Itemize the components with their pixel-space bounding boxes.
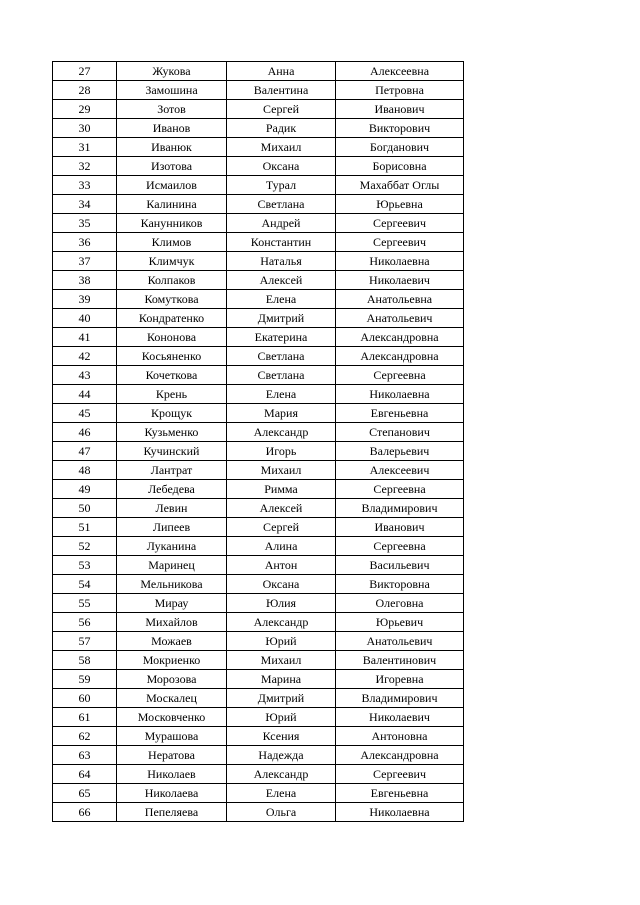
row-number-cell: 45	[53, 404, 117, 423]
row-number-cell: 59	[53, 670, 117, 689]
first-name-cell: Светлана	[227, 366, 336, 385]
first-name-cell: Алексей	[227, 271, 336, 290]
patronymic-cell: Евгеньевна	[336, 784, 464, 803]
patronymic-cell: Степанович	[336, 423, 464, 442]
last-name-cell: Иванов	[117, 119, 227, 138]
last-name-cell: Жукова	[117, 62, 227, 81]
first-name-cell: Дмитрий	[227, 689, 336, 708]
row-number-cell: 56	[53, 613, 117, 632]
first-name-cell: Елена	[227, 290, 336, 309]
table-row	[53, 138, 464, 157]
first-name-cell: Наталья	[227, 252, 336, 271]
first-name-cell: Михаил	[227, 138, 336, 157]
patronymic-cell: Махаббат Оглы	[336, 176, 464, 195]
first-name-cell: Елена	[227, 784, 336, 803]
first-name-cell: Дмитрий	[227, 309, 336, 328]
table-row	[53, 385, 464, 404]
row-number-cell: 52	[53, 537, 117, 556]
table-row	[53, 404, 464, 423]
row-number-cell: 58	[53, 651, 117, 670]
patronymic-cell: Николаевна	[336, 252, 464, 271]
table-row	[53, 328, 464, 347]
table-row	[53, 309, 464, 328]
first-name-cell: Алексей	[227, 499, 336, 518]
table-row	[53, 556, 464, 575]
last-name-cell: Иванюк	[117, 138, 227, 157]
patronymic-cell: Николаевич	[336, 271, 464, 290]
first-name-cell: Радик	[227, 119, 336, 138]
last-name-cell: Мурашова	[117, 727, 227, 746]
table-row	[53, 81, 464, 100]
table-row	[53, 727, 464, 746]
row-number-cell: 46	[53, 423, 117, 442]
patronymic-cell: Сергеевич	[336, 233, 464, 252]
table-row	[53, 119, 464, 138]
first-name-cell: Михаил	[227, 651, 336, 670]
last-name-cell: Лебедева	[117, 480, 227, 499]
last-name-cell: Нератова	[117, 746, 227, 765]
last-name-cell: Климчук	[117, 252, 227, 271]
patronymic-cell: Викторович	[336, 119, 464, 138]
first-name-cell: Сергей	[227, 100, 336, 119]
table-row	[53, 176, 464, 195]
patronymic-cell: Евгеньевна	[336, 404, 464, 423]
first-name-cell: Светлана	[227, 195, 336, 214]
first-name-cell: Игорь	[227, 442, 336, 461]
row-number-cell: 32	[53, 157, 117, 176]
first-name-cell: Сергей	[227, 518, 336, 537]
patronymic-cell: Сергеевич	[336, 214, 464, 233]
roster-body	[53, 62, 464, 822]
first-name-cell: Елена	[227, 385, 336, 404]
table-row	[53, 480, 464, 499]
last-name-cell: Мирау	[117, 594, 227, 613]
first-name-cell: Оксана	[227, 575, 336, 594]
patronymic-cell: Сергеевич	[336, 765, 464, 784]
row-number-cell: 51	[53, 518, 117, 537]
last-name-cell: Луканина	[117, 537, 227, 556]
last-name-cell: Комуткова	[117, 290, 227, 309]
table-row	[53, 613, 464, 632]
patronymic-cell: Сергеевна	[336, 366, 464, 385]
table-row	[53, 423, 464, 442]
table-row	[53, 290, 464, 309]
last-name-cell: Морозова	[117, 670, 227, 689]
row-number-cell: 54	[53, 575, 117, 594]
row-number-cell: 39	[53, 290, 117, 309]
row-number-cell: 27	[53, 62, 117, 81]
patronymic-cell: Игоревна	[336, 670, 464, 689]
last-name-cell: Крощук	[117, 404, 227, 423]
row-number-cell: 50	[53, 499, 117, 518]
patronymic-cell: Иванович	[336, 518, 464, 537]
row-number-cell: 35	[53, 214, 117, 233]
last-name-cell: Мельникова	[117, 575, 227, 594]
table-row	[53, 62, 464, 81]
first-name-cell: Анна	[227, 62, 336, 81]
patronymic-cell: Владимирович	[336, 689, 464, 708]
last-name-cell: Кононова	[117, 328, 227, 347]
last-name-cell: Косьяненко	[117, 347, 227, 366]
row-number-cell: 43	[53, 366, 117, 385]
last-name-cell: Левин	[117, 499, 227, 518]
table-row	[53, 651, 464, 670]
last-name-cell: Пепеляева	[117, 803, 227, 822]
table-row	[53, 461, 464, 480]
first-name-cell: Турал	[227, 176, 336, 195]
last-name-cell: Крень	[117, 385, 227, 404]
patronymic-cell: Сергеевна	[336, 480, 464, 499]
patronymic-cell: Валерьевич	[336, 442, 464, 461]
first-name-cell: Ольга	[227, 803, 336, 822]
table-row	[53, 347, 464, 366]
patronymic-cell: Анатольевич	[336, 632, 464, 651]
first-name-cell: Оксана	[227, 157, 336, 176]
patronymic-cell: Александровна	[336, 746, 464, 765]
last-name-cell: Николаева	[117, 784, 227, 803]
last-name-cell: Кочеткова	[117, 366, 227, 385]
row-number-cell: 34	[53, 195, 117, 214]
patronymic-cell: Алексеевна	[336, 62, 464, 81]
last-name-cell: Мокриенко	[117, 651, 227, 670]
table-row	[53, 784, 464, 803]
last-name-cell: Канунников	[117, 214, 227, 233]
last-name-cell: Климов	[117, 233, 227, 252]
table-row	[53, 271, 464, 290]
table-row	[53, 746, 464, 765]
first-name-cell: Екатерина	[227, 328, 336, 347]
patronymic-cell: Владимирович	[336, 499, 464, 518]
patronymic-cell: Сергеевна	[336, 537, 464, 556]
patronymic-cell: Анатольевич	[336, 309, 464, 328]
row-number-cell: 64	[53, 765, 117, 784]
row-number-cell: 37	[53, 252, 117, 271]
patronymic-cell: Валентинович	[336, 651, 464, 670]
row-number-cell: 66	[53, 803, 117, 822]
row-number-cell: 53	[53, 556, 117, 575]
row-number-cell: 28	[53, 81, 117, 100]
patronymic-cell: Богданович	[336, 138, 464, 157]
row-number-cell: 44	[53, 385, 117, 404]
row-number-cell: 62	[53, 727, 117, 746]
patronymic-cell: Борисовна	[336, 157, 464, 176]
first-name-cell: Надежда	[227, 746, 336, 765]
last-name-cell: Московченко	[117, 708, 227, 727]
last-name-cell: Кондратенко	[117, 309, 227, 328]
table-row	[53, 803, 464, 822]
first-name-cell: Александр	[227, 613, 336, 632]
last-name-cell: Исмаилов	[117, 176, 227, 195]
patronymic-cell: Юрьевич	[336, 613, 464, 632]
first-name-cell: Алина	[227, 537, 336, 556]
row-number-cell: 36	[53, 233, 117, 252]
patronymic-cell: Николаевна	[336, 385, 464, 404]
last-name-cell: Колпаков	[117, 271, 227, 290]
last-name-cell: Кучинский	[117, 442, 227, 461]
patronymic-cell: Иванович	[336, 100, 464, 119]
row-number-cell: 30	[53, 119, 117, 138]
first-name-cell: Светлана	[227, 347, 336, 366]
row-number-cell: 55	[53, 594, 117, 613]
table-row	[53, 594, 464, 613]
first-name-cell: Михаил	[227, 461, 336, 480]
row-number-cell: 41	[53, 328, 117, 347]
patronymic-cell: Викторовна	[336, 575, 464, 594]
first-name-cell: Ксения	[227, 727, 336, 746]
first-name-cell: Андрей	[227, 214, 336, 233]
patronymic-cell: Антоновна	[336, 727, 464, 746]
last-name-cell: Липеев	[117, 518, 227, 537]
first-name-cell: Марина	[227, 670, 336, 689]
patronymic-cell: Юрьевна	[336, 195, 464, 214]
patronymic-cell: Анатольевна	[336, 290, 464, 309]
last-name-cell: Кузьменко	[117, 423, 227, 442]
last-name-cell: Калинина	[117, 195, 227, 214]
patronymic-cell: Александровна	[336, 328, 464, 347]
first-name-cell: Александр	[227, 765, 336, 784]
table-row	[53, 195, 464, 214]
table-row	[53, 518, 464, 537]
table-row	[53, 689, 464, 708]
first-name-cell: Юлия	[227, 594, 336, 613]
table-row	[53, 100, 464, 119]
row-number-cell: 31	[53, 138, 117, 157]
row-number-cell: 57	[53, 632, 117, 651]
first-name-cell: Римма	[227, 480, 336, 499]
table-row	[53, 442, 464, 461]
last-name-cell: Маринец	[117, 556, 227, 575]
row-number-cell: 61	[53, 708, 117, 727]
table-row	[53, 233, 464, 252]
first-name-cell: Мария	[227, 404, 336, 423]
patronymic-cell: Васильевич	[336, 556, 464, 575]
last-name-cell: Лантрат	[117, 461, 227, 480]
table-row	[53, 499, 464, 518]
first-name-cell: Антон	[227, 556, 336, 575]
row-number-cell: 60	[53, 689, 117, 708]
last-name-cell: Замошина	[117, 81, 227, 100]
row-number-cell: 40	[53, 309, 117, 328]
row-number-cell: 63	[53, 746, 117, 765]
row-number-cell: 29	[53, 100, 117, 119]
last-name-cell: Изотова	[117, 157, 227, 176]
last-name-cell: Москалец	[117, 689, 227, 708]
row-number-cell: 33	[53, 176, 117, 195]
table-row	[53, 765, 464, 784]
last-name-cell: Михайлов	[117, 613, 227, 632]
row-number-cell: 65	[53, 784, 117, 803]
table-row	[53, 708, 464, 727]
first-name-cell: Юрий	[227, 632, 336, 651]
table-row	[53, 670, 464, 689]
first-name-cell: Александр	[227, 423, 336, 442]
row-number-cell: 49	[53, 480, 117, 499]
table-row	[53, 157, 464, 176]
last-name-cell: Николаев	[117, 765, 227, 784]
last-name-cell: Зотов	[117, 100, 227, 119]
table-row	[53, 575, 464, 594]
patronymic-cell: Олеговна	[336, 594, 464, 613]
row-number-cell: 42	[53, 347, 117, 366]
row-number-cell: 47	[53, 442, 117, 461]
row-number-cell: 38	[53, 271, 117, 290]
table-row	[53, 537, 464, 556]
table-row	[53, 632, 464, 651]
patronymic-cell: Алексеевич	[336, 461, 464, 480]
roster-table	[52, 61, 464, 822]
last-name-cell: Можаев	[117, 632, 227, 651]
table-row	[53, 366, 464, 385]
first-name-cell: Константин	[227, 233, 336, 252]
patronymic-cell: Николаевна	[336, 803, 464, 822]
first-name-cell: Валентина	[227, 81, 336, 100]
table-row	[53, 252, 464, 271]
patronymic-cell: Петровна	[336, 81, 464, 100]
row-number-cell: 48	[53, 461, 117, 480]
patronymic-cell: Николаевич	[336, 708, 464, 727]
first-name-cell: Юрий	[227, 708, 336, 727]
table-row	[53, 214, 464, 233]
patronymic-cell: Александровна	[336, 347, 464, 366]
